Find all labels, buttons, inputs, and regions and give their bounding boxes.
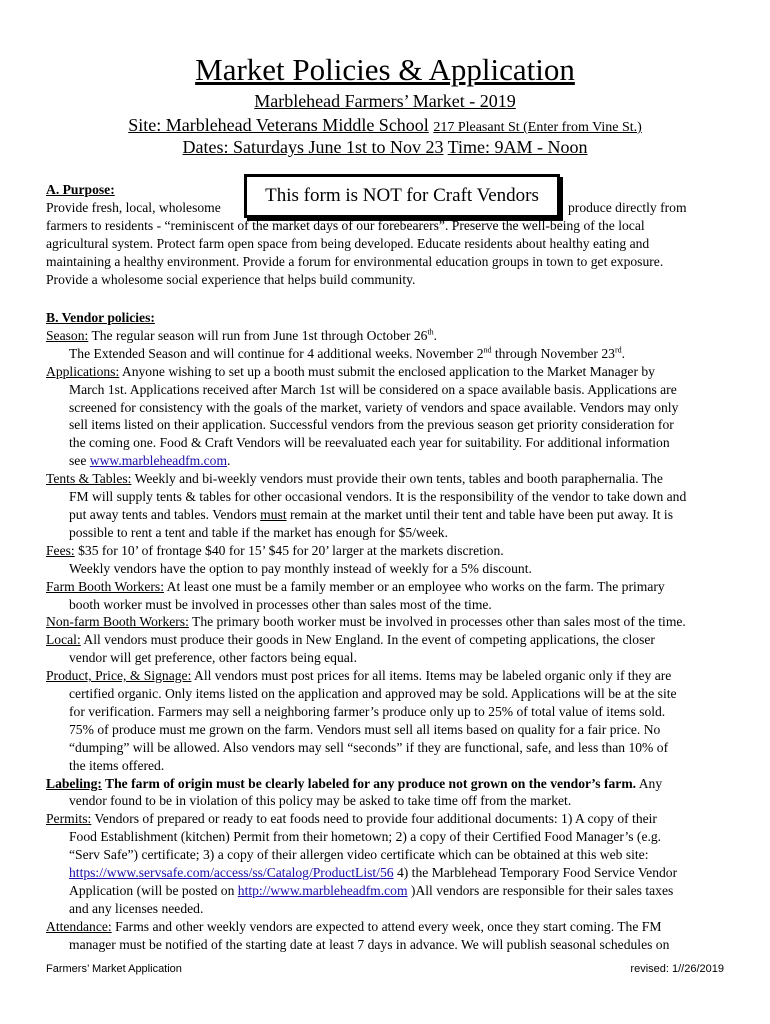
craft-vendor-callout: This form is NOT for Craft Vendors xyxy=(244,174,560,218)
nonfarm-workers-line: Non-farm Booth Workers: The primary booth worker must be involved in processes other than sales most of the time. xyxy=(46,614,686,630)
purpose-line-3: agricultural system. Protect farm open space from being developed. Educate residents about healthy eating and xyxy=(46,235,650,251)
footer-left: Farmers’ Market Application xyxy=(46,963,182,975)
farm-workers-line-2: booth worker must be involved in processes other than sales most of the time. xyxy=(69,596,492,612)
applications-line-2: March 1st. Applications received after March 1st will be considered on a space available basis. Applications are xyxy=(69,381,677,397)
permits-line-6: and any licenses needed. xyxy=(69,900,204,916)
servsafe-link[interactable]: https://www.servsafe.com/access/ss/Catalog/ProductList/56 xyxy=(69,865,394,881)
applications-line-4: sell items listed on their application. Successful vendors from the previous season get priority consideration for xyxy=(69,417,674,433)
permits-line-5: Application (will be posted on http://www.marbleheadfm.com )All vendors are responsible for their sales taxes xyxy=(69,883,674,898)
fees-line-2: Weekly vendors have the option to pay monthly instead of weekly for a 5% discount. xyxy=(69,560,532,576)
footer-revised-date: revised: 1//26/2019 xyxy=(630,963,724,975)
market-name: Marblehead Farmers’ Market - 2019 xyxy=(254,91,516,111)
product-line-6: the items offered. xyxy=(69,757,165,773)
tents-line-2: FM will supply tents & tables for other occasional vendors. It is the responsibility of the vendor to take down and xyxy=(69,489,687,505)
labeling-line-1: Labeling: The farm of origin must be clearly labeled for any produce not grown on the vendor’s farm. Any xyxy=(46,775,663,791)
purpose-line-5: Provide a wholesome social experience that helps build community. xyxy=(46,271,416,287)
product-line-5: “dumping” will be allowed. Also vendors may sell “seconds” if they are functional, safe, and less than 10% of xyxy=(69,739,669,755)
purpose-heading: A. Purpose: xyxy=(46,182,115,197)
purpose-line-4: maintaining a healthy environment. Provide a forum for environmental education groups in town to get exposure. xyxy=(46,253,664,269)
purpose-line-2: farmers to residents - “reminiscent of the market days of our forebearers”. Preserve the well-being of the local xyxy=(46,217,645,233)
applications-line-1: Applications: Anyone wishing to set up a booth must submit the enclosed application to the Market Manager by xyxy=(46,363,655,379)
attendance-line-2: manager must be notified of the starting date at least 7 days in advance. We will publish seasonal schedules on xyxy=(69,936,670,952)
dates-line xyxy=(0,137,770,158)
marbleheadfm-site-link[interactable]: http://www.marbleheadfm.com xyxy=(237,883,408,898)
labeling-line-2: vendor found to be in violation of this policy may be asked to take time off from the market. xyxy=(69,793,572,809)
farm-workers-line-1: Farm Booth Workers: At least one must be a family member or an employee who works on the farm. The primary xyxy=(46,578,665,594)
permits-line-4: https://www.servsafe.com/access/ss/Catalog/ProductList/56 4) the Marblehead Temporary Food Service Vendor xyxy=(69,865,678,881)
permits-line-2: Food Establishment (kitchen) Permit from their hometown; 2) a copy of their Certified Food Manager’s (e.g. xyxy=(69,829,662,845)
site-line xyxy=(0,115,770,136)
site-address: 217 Pleasant St (Enter from Vine St.) xyxy=(433,120,642,135)
attendance-line-1: Attendance: Farms and other weekly vendors are expected to attend every week, once they start coming. The FM xyxy=(46,918,662,934)
purpose-line-1: Provide fresh, local, wholesome produce directly from xyxy=(46,199,687,215)
fees-line-1: Fees: $35 for 10’ of frontage $40 for 15’ $45 for 20’ larger at the markets discretion. xyxy=(46,542,504,558)
vendor-policies-section xyxy=(46,309,736,954)
vendor-heading: B. Vendor policies: xyxy=(46,310,155,325)
applications-line-3: screened for consistency with the goals of the market, variety of vendors and space available. Vendors may only xyxy=(69,399,679,415)
permits-line-1: Permits: Vendors of prepared or ready to eat foods need to provide four additional documents: 1) A copy of their xyxy=(46,811,657,827)
site-label: Site: Marblehead Veterans Middle School xyxy=(128,115,429,135)
dates-label: Dates: Saturdays June 1st to Nov 23 xyxy=(182,137,444,157)
purpose-section xyxy=(46,181,736,288)
local-line-2: vendor will get preference, other factors being equal. xyxy=(69,650,357,666)
season-line: Season: The regular season will run from June 1st through October 26th. xyxy=(46,327,438,343)
applications-line-5: the coming one. Food & Craft Vendors will be reevaluated each year for suitability. For additional information xyxy=(69,435,670,451)
product-line-1: Product, Price, & Signage: All vendors must post prices for all items. Items may be labeled organic only if they are xyxy=(46,668,672,684)
marbleheadfm-link[interactable]: www.marbleheadfm.com xyxy=(89,453,228,469)
page-title: Market Policies & Application xyxy=(195,52,575,87)
permits-line-3: “Serv Safe”) certificate; 3) a copy of their allergen video certificate which can be obtained at this web site: xyxy=(69,847,649,863)
product-line-2: certified organic. Only items listed on the application and approved may be sold. Applications will be at the site xyxy=(69,686,677,702)
product-line-3: for verification. Farmers may sell a neighboring farmer’s produce only up to 25% of total value of items sold. xyxy=(69,703,666,719)
local-line-1: Local: All vendors must produce their goods in New England. In the event of competing applications, the closer xyxy=(46,632,655,648)
applications-line-6: see www.marbleheadfm.com. xyxy=(69,453,231,469)
tents-line-4: possible to rent a tent and table if the market has enough for $5/week. xyxy=(69,524,448,540)
tents-line-3: put away tents and tables. Vendors must remain at the market until their tent and table have been put away. It is xyxy=(69,506,673,522)
product-line-4: 75% of produce must me grown on the farm. Vendors must sell all items based on quality for a fair price. No xyxy=(69,721,661,737)
extended-season-line: The Extended Season and will continue for 4 additional weeks. November 2nd through November 23rd. xyxy=(69,345,626,361)
time-label: Time: 9AM - Noon xyxy=(447,137,588,157)
tents-line-1: Tents & Tables: Weekly and bi-weekly vendors must provide their own tents, tables and booth paraphernalia. The xyxy=(46,471,663,487)
